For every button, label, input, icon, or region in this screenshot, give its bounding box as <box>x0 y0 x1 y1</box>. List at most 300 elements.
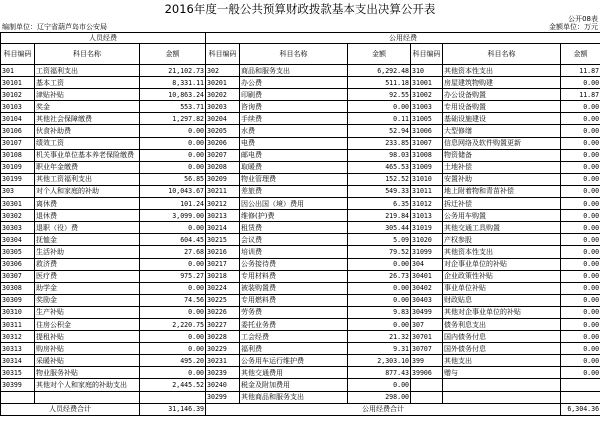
capital-name-cell: 房屋建筑物购建 <box>443 77 561 89</box>
capital-name-cell: 安置补助 <box>443 173 561 185</box>
capital-code-cell: 31012 <box>411 198 443 210</box>
personnel-code-cell: 30312 <box>1 331 35 343</box>
personnel-name-cell <box>35 391 140 403</box>
public-code-cell: 30215 <box>206 234 240 246</box>
capital-name-cell: 国内债务付息 <box>443 331 561 343</box>
public-code-cell: 30201 <box>206 77 240 89</box>
public-amount-cell: 21.32 <box>348 331 411 343</box>
personnel-name-cell: 退休费 <box>35 210 140 222</box>
personnel-name-cell: 物业服务补贴 <box>35 367 140 379</box>
capital-name-cell: 大型修缮 <box>443 125 561 137</box>
public-amount-cell: 549.33 <box>348 185 411 197</box>
public-amount-cell: 0.00 <box>348 318 411 330</box>
personnel-name-cell: 救济费 <box>35 258 140 270</box>
public-name-cell: 水费 <box>240 125 348 137</box>
capital-amount-cell: 0.00 <box>561 113 600 125</box>
public-code-cell: 30204 <box>206 113 240 125</box>
public-amount-cell: 98.03 <box>348 149 411 161</box>
public-code-cell: 30299 <box>206 391 240 403</box>
capital-code-cell: 39906 <box>411 367 443 379</box>
capital-code-cell <box>411 379 443 391</box>
capital-code-cell: 30707 <box>411 343 443 355</box>
personnel-amount-cell: 8,331.11 <box>140 77 206 89</box>
capital-name-cell: 对企事业单位的补贴 <box>443 258 561 270</box>
capital-amount-cell <box>561 391 600 403</box>
personnel-name-cell: 绩效工资 <box>35 137 140 149</box>
table-row <box>1 222 600 234</box>
capital-name-cell: 债务利息支出 <box>443 318 561 330</box>
public-code-cell: 30202 <box>206 89 240 101</box>
personnel-name-cell: 提租补贴 <box>35 331 140 343</box>
personnel-name-cell: 生产补贴 <box>35 306 140 318</box>
personnel-name-cell: 奖励金 <box>35 294 140 306</box>
column-header-amount: 金额 <box>348 44 411 65</box>
personnel-amount-cell: 553.71 <box>140 101 206 113</box>
public-name-cell: 办公费 <box>240 77 348 89</box>
public-code-cell: 30207 <box>206 149 240 161</box>
public-code-cell: 30231 <box>206 355 240 367</box>
public-amount-cell: 92.55 <box>348 89 411 101</box>
public-name-cell: 物业管理费 <box>240 173 348 185</box>
capital-amount-cell: 0.00 <box>561 222 600 234</box>
personnel-code-cell: 30301 <box>1 198 35 210</box>
capital-code-cell: 30499 <box>411 306 443 318</box>
personnel-code-cell: 30315 <box>1 367 35 379</box>
capital-name-cell: 企业政策性补贴 <box>443 270 561 282</box>
public-name-cell: 专用材料费 <box>240 270 348 282</box>
personnel-code-cell: 30303 <box>1 222 35 234</box>
personnel-code-cell: 30302 <box>1 210 35 222</box>
public-code-cell: 30214 <box>206 222 240 234</box>
personnel-code-cell: 30304 <box>1 234 35 246</box>
public-name-cell: 印刷费 <box>240 89 348 101</box>
public-code-cell: 30240 <box>206 379 240 391</box>
capital-code-cell: 31020 <box>411 234 443 246</box>
capital-amount-cell: 11.87 <box>561 89 600 101</box>
capital-name-cell: 赠与 <box>443 367 561 379</box>
public-amount-cell: 9.83 <box>348 306 411 318</box>
column-header-name: 科目名称 <box>35 44 140 65</box>
public-code-cell: 30208 <box>206 161 240 173</box>
capital-code-cell: 31007 <box>411 137 443 149</box>
personnel-amount-cell: 0.00 <box>140 125 206 137</box>
personnel-code-cell: 30313 <box>1 343 35 355</box>
capital-amount-cell: 0.00 <box>561 125 600 137</box>
public-total-value: 6,304.36 <box>561 403 600 415</box>
personnel-name-cell: 生活补助 <box>35 246 140 258</box>
capital-amount-cell: 0.00 <box>561 161 600 173</box>
capital-amount-cell: 0.00 <box>561 258 600 270</box>
table-row <box>1 294 600 306</box>
table-row <box>1 185 600 197</box>
capital-name-cell: 信息网络及软件购置更新 <box>443 137 561 149</box>
table-row <box>1 65 600 77</box>
personnel-code-cell: 30107 <box>1 137 35 149</box>
capital-amount-cell: 0.00 <box>561 294 600 306</box>
public-amount-cell: 305.44 <box>348 222 411 234</box>
capital-name-cell <box>443 391 561 403</box>
capital-code-cell: 31011 <box>411 185 443 197</box>
capital-amount-cell: 0.00 <box>561 343 600 355</box>
public-amount-cell: 465.53 <box>348 161 411 173</box>
public-amount-cell: 79.52 <box>348 246 411 258</box>
capital-amount-cell: 0.00 <box>561 306 600 318</box>
public-name-cell: 培训费 <box>240 246 348 258</box>
personnel-code-cell: 30102 <box>1 89 35 101</box>
capital-name-cell: 财政贴息 <box>443 294 561 306</box>
personnel-code-cell: 30104 <box>1 113 35 125</box>
personnel-code-cell: 30308 <box>1 282 35 294</box>
personnel-name-cell: 职业年金缴费 <box>35 161 140 173</box>
personnel-amount-cell: 0.00 <box>140 367 206 379</box>
table-row <box>1 77 600 89</box>
personnel-name-cell: 伙食补助费 <box>35 125 140 137</box>
personnel-code-cell: 30108 <box>1 149 35 161</box>
table-row <box>1 391 600 403</box>
table-row <box>1 306 600 318</box>
personnel-amount-cell: 495.20 <box>140 355 206 367</box>
public-name-cell: 税金及附加费用 <box>240 379 348 391</box>
public-name-cell: 专用燃料费 <box>240 294 348 306</box>
personnel-name-cell: 工资福利支出 <box>35 65 140 77</box>
table-row <box>1 161 600 173</box>
capital-code-cell: 30701 <box>411 331 443 343</box>
capital-name-cell: 其他资本性支出 <box>443 65 561 77</box>
personnel-name-cell: 机关事业单位基本养老保险缴费 <box>35 149 140 161</box>
capital-amount-cell: 0.00 <box>561 210 600 222</box>
public-name-cell: 劳务费 <box>240 306 348 318</box>
capital-code-cell: 31006 <box>411 125 443 137</box>
public-name-cell: 被装购置费 <box>240 282 348 294</box>
personnel-name-cell: 住房公积金 <box>35 318 140 330</box>
capital-amount-cell: 0.00 <box>561 246 600 258</box>
personnel-amount-cell: 0.00 <box>140 343 206 355</box>
capital-name-cell: 专用设备购置 <box>443 101 561 113</box>
table-row <box>1 173 600 185</box>
table-row <box>1 355 600 367</box>
public-amount-cell: 5.09 <box>348 234 411 246</box>
public-amount-cell: 0.00 <box>348 258 411 270</box>
table-row <box>1 89 600 101</box>
section-header-row <box>1 33 600 44</box>
personnel-code-cell: 30399 <box>1 379 35 391</box>
capital-amount-cell: 0.00 <box>561 149 600 161</box>
public-amount-cell: 0.00 <box>348 294 411 306</box>
capital-code-cell: 31008 <box>411 149 443 161</box>
public-amount-cell: 6,292.48 <box>348 65 411 77</box>
personnel-amount-cell: 21,102.73 <box>140 65 206 77</box>
capital-amount-cell: 0.00 <box>561 234 600 246</box>
capital-amount-cell: 0.00 <box>561 367 600 379</box>
personnel-name-cell: 医疗费 <box>35 270 140 282</box>
capital-name-cell: 公务用车购置 <box>443 210 561 222</box>
personnel-code-cell: 30101 <box>1 77 35 89</box>
column-header-code: 科目编码 <box>206 44 240 65</box>
public-name-cell: 福利费 <box>240 343 348 355</box>
capital-code-cell: 30402 <box>411 282 443 294</box>
public-amount-cell: 0.00 <box>348 101 411 113</box>
capital-code-cell: 31013 <box>411 210 443 222</box>
capital-amount-cell: 11.87 <box>561 65 600 77</box>
personnel-code-cell: 30314 <box>1 355 35 367</box>
page-title: 2016年度一般公共预算财政拨款基本支出决算公开表 <box>164 2 436 16</box>
personnel-name-cell: 对个人和家庭的补助 <box>35 185 140 197</box>
table-row <box>1 331 600 343</box>
column-header-name: 科目名称 <box>443 44 561 65</box>
column-header-row <box>1 44 600 65</box>
public-code-cell: 30216 <box>206 246 240 258</box>
table-row <box>1 379 600 391</box>
table-row <box>1 282 600 294</box>
expenditure-table <box>0 32 600 416</box>
capital-code-cell: 30403 <box>411 294 443 306</box>
public-code-cell: 30206 <box>206 137 240 149</box>
personnel-total-label: 人员经费合计 <box>1 403 140 415</box>
column-header-amount: 金额 <box>140 44 206 65</box>
personnel-amount-cell: 0.00 <box>140 137 206 149</box>
table-row <box>1 149 600 161</box>
column-header-amount: 金额 <box>561 44 600 65</box>
personnel-name-cell: 采暖补贴 <box>35 355 140 367</box>
public-code-cell: 30213 <box>206 210 240 222</box>
public-code-cell: 30209 <box>206 173 240 185</box>
capital-name-cell: 地上附着物和青苗补偿 <box>443 185 561 197</box>
capital-amount-cell: 0.00 <box>561 198 600 210</box>
personnel-code-cell: 30305 <box>1 246 35 258</box>
personnel-amount-cell: 0.00 <box>140 282 206 294</box>
personnel-name-cell: 助学金 <box>35 282 140 294</box>
table-row <box>1 258 600 270</box>
capital-name-cell: 其他资本性支出 <box>443 246 561 258</box>
capital-code-cell: 310 <box>411 65 443 77</box>
capital-amount-cell: 0.00 <box>561 137 600 149</box>
column-header-name: 科目名称 <box>240 44 348 65</box>
capital-amount-cell: 0.00 <box>561 77 600 89</box>
public-amount-cell: 26.73 <box>348 270 411 282</box>
capital-code-cell: 31099 <box>411 246 443 258</box>
capital-amount-cell: 0.00 <box>561 282 600 294</box>
capital-code-cell: 31005 <box>411 113 443 125</box>
personnel-amount-cell: 10,043.67 <box>140 185 206 197</box>
capital-amount-cell: 0.00 <box>561 331 600 343</box>
personnel-amount-cell: 0.00 <box>140 306 206 318</box>
public-amount-cell: 6.35 <box>348 198 411 210</box>
public-name-cell: 电费 <box>240 137 348 149</box>
public-name-cell: 咨询费 <box>240 101 348 113</box>
public-code-cell: 30217 <box>206 258 240 270</box>
public-name-cell: 因公出国（境）费用 <box>240 198 348 210</box>
personnel-amount-cell: 2,445.52 <box>140 379 206 391</box>
public-amount-cell: 9.31 <box>348 343 411 355</box>
personnel-name-cell: 抚恤金 <box>35 234 140 246</box>
capital-code-cell: 30401 <box>411 270 443 282</box>
public-amount-cell: 877.43 <box>348 367 411 379</box>
public-amount-cell: 511.18 <box>348 77 411 89</box>
public-name-cell: 商品和服务支出 <box>240 65 348 77</box>
personnel-code-cell: 30306 <box>1 258 35 270</box>
capital-code-cell: 31003 <box>411 101 443 113</box>
public-name-cell: 租赁费 <box>240 222 348 234</box>
table-row <box>1 318 600 330</box>
public-amount-cell: 152.52 <box>348 173 411 185</box>
personnel-name-cell: 基本工资 <box>35 77 140 89</box>
personnel-code-cell: 30109 <box>1 161 35 173</box>
personnel-amount-cell: 10,863.24 <box>140 89 206 101</box>
public-name-cell: 委托业务费 <box>240 318 348 330</box>
public-amount-cell: 0.11 <box>348 113 411 125</box>
capital-name-cell: 产权参股 <box>443 234 561 246</box>
capital-amount-cell: 0.00 <box>561 355 600 367</box>
capital-amount-cell: 0.00 <box>561 173 600 185</box>
personnel-section-header: 人员经费 <box>1 33 206 44</box>
totals-row <box>1 403 600 415</box>
capital-name-cell: 事业单位补贴 <box>443 282 561 294</box>
personnel-amount-cell: 0.00 <box>140 331 206 343</box>
public-code-cell: 30203 <box>206 101 240 113</box>
personnel-name-cell: 购房补贴 <box>35 343 140 355</box>
public-code-cell: 30218 <box>206 270 240 282</box>
table-row <box>1 246 600 258</box>
capital-code-cell: 31001 <box>411 77 443 89</box>
personnel-name-cell: 其他社会保障缴费 <box>35 113 140 125</box>
personnel-amount-cell: 2,220.75 <box>140 318 206 330</box>
capital-name-cell: 土地补偿 <box>443 161 561 173</box>
capital-name-cell: 基础设施建设 <box>443 113 561 125</box>
public-code-cell: 302 <box>206 65 240 77</box>
personnel-amount-cell: 56.85 <box>140 173 206 185</box>
table-row <box>1 125 600 137</box>
capital-code-cell: 31010 <box>411 173 443 185</box>
capital-amount-cell <box>561 379 600 391</box>
public-amount-cell: 2,303.10 <box>348 355 411 367</box>
personnel-name-cell: 退职（役）费 <box>35 222 140 234</box>
public-name-cell: 其他交通费用 <box>240 367 348 379</box>
amount-unit: 金额单位：万元 <box>549 23 598 31</box>
capital-name-cell <box>443 379 561 391</box>
capital-name-cell: 其他交通工具购置 <box>443 222 561 234</box>
public-amount-cell: 52.94 <box>348 125 411 137</box>
public-name-cell: 维修(护)费 <box>240 210 348 222</box>
public-amount-cell: 0.00 <box>348 379 411 391</box>
public-code-cell: 30226 <box>206 306 240 318</box>
table-row <box>1 137 600 149</box>
public-amount-cell: 298.00 <box>348 391 411 403</box>
personnel-amount-cell: 0.00 <box>140 222 206 234</box>
table-row <box>1 343 600 355</box>
public-section-header: 公用经费 <box>206 33 600 44</box>
public-name-cell: 其他商品和服务支出 <box>240 391 348 403</box>
capital-code-cell: 399 <box>411 355 443 367</box>
table-row <box>1 367 600 379</box>
public-name-cell: 差旅费 <box>240 185 348 197</box>
capital-amount-cell: 0.00 <box>561 101 600 113</box>
public-code-cell: 30224 <box>206 282 240 294</box>
personnel-code-cell: 30199 <box>1 173 35 185</box>
public-code-cell: 30205 <box>206 125 240 137</box>
personnel-name-cell: 奖金 <box>35 101 140 113</box>
public-name-cell: 会议费 <box>240 234 348 246</box>
capital-code-cell: 304 <box>411 258 443 270</box>
public-code-cell: 30225 <box>206 294 240 306</box>
personnel-amount-cell: 74.56 <box>140 294 206 306</box>
public-total-label: 公用经费合计 <box>206 403 561 415</box>
personnel-amount-cell: 0.00 <box>140 149 206 161</box>
personnel-code-cell: 30307 <box>1 270 35 282</box>
personnel-name-cell: 津贴补贴 <box>35 89 140 101</box>
personnel-total-value: 31,146.39 <box>140 403 206 415</box>
capital-name-cell: 其他支出 <box>443 355 561 367</box>
table-row <box>1 198 600 210</box>
public-amount-cell: 219.84 <box>348 210 411 222</box>
table-row <box>1 270 600 282</box>
personnel-name-cell: 离休费 <box>35 198 140 210</box>
column-header-code: 科目编码 <box>411 44 443 65</box>
personnel-code-cell: 30106 <box>1 125 35 137</box>
personnel-amount-cell: 604.45 <box>140 234 206 246</box>
public-name-cell: 工会经费 <box>240 331 348 343</box>
capital-code-cell: 31002 <box>411 89 443 101</box>
public-code-cell: 30211 <box>206 185 240 197</box>
public-name-cell: 邮电费 <box>240 149 348 161</box>
public-amount-cell: 233.85 <box>348 137 411 149</box>
capital-amount-cell: 0.00 <box>561 185 600 197</box>
column-header-code: 科目编码 <box>1 44 35 65</box>
personnel-amount-cell: 3,099.00 <box>140 210 206 222</box>
personnel-amount-cell: 0.00 <box>140 258 206 270</box>
table-row <box>1 113 600 125</box>
capital-code-cell: 31019 <box>411 222 443 234</box>
capital-code-cell: 31009 <box>411 161 443 173</box>
personnel-code-cell: 30311 <box>1 318 35 330</box>
compiling-unit: 编制单位：辽宁省葫芦岛市公安局 <box>2 23 107 31</box>
personnel-code-cell: 30103 <box>1 101 35 113</box>
capital-name-cell: 办公设备购置 <box>443 89 561 101</box>
public-name-cell: 取暖费 <box>240 161 348 173</box>
personnel-code-cell: 303 <box>1 185 35 197</box>
personnel-amount-cell: 1,297.82 <box>140 113 206 125</box>
public-amount-cell: 0.00 <box>348 282 411 294</box>
public-code-cell: 30229 <box>206 343 240 355</box>
table-row <box>1 210 600 222</box>
personnel-name-cell: 其他工资福利支出 <box>35 173 140 185</box>
personnel-code-cell: 301 <box>1 65 35 77</box>
public-code-cell: 30239 <box>206 367 240 379</box>
capital-name-cell: 物资储备 <box>443 149 561 161</box>
personnel-amount-cell: 0.00 <box>140 161 206 173</box>
personnel-amount-cell: 101.24 <box>140 198 206 210</box>
capital-name-cell: 国外债务付息 <box>443 343 561 355</box>
personnel-code-cell: 30310 <box>1 306 35 318</box>
table-row <box>1 234 600 246</box>
public-name-cell: 公务用车运行维护费 <box>240 355 348 367</box>
public-code-cell: 30227 <box>206 318 240 330</box>
capital-amount-cell: 0.00 <box>561 270 600 282</box>
public-code-cell: 30212 <box>206 198 240 210</box>
capital-name-cell: 拆迁补偿 <box>443 198 561 210</box>
personnel-name-cell: 其他对个人和家庭的补助支出 <box>35 379 140 391</box>
personnel-code-cell: 30309 <box>1 294 35 306</box>
personnel-code-cell <box>1 391 35 403</box>
public-code-cell: 30228 <box>206 331 240 343</box>
capital-code-cell: 307 <box>411 318 443 330</box>
capital-code-cell <box>411 391 443 403</box>
public-name-cell: 手续费 <box>240 113 348 125</box>
personnel-amount-cell: 27.68 <box>140 246 206 258</box>
capital-amount-cell: 0.00 <box>561 318 600 330</box>
public-name-cell: 公务接待费 <box>240 258 348 270</box>
personnel-amount-cell: 975.27 <box>140 270 206 282</box>
form-number: 公开08表 <box>568 15 598 23</box>
